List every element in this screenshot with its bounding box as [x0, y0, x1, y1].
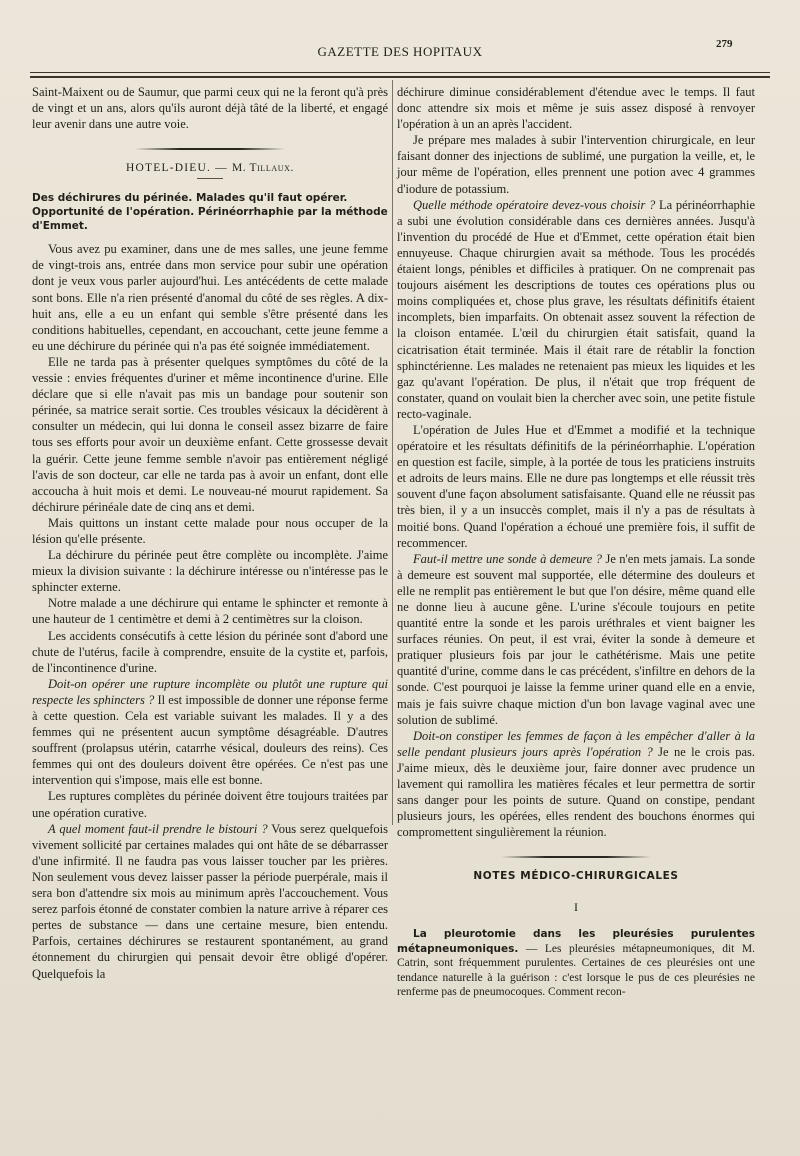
right-column: [397, 84, 755, 1000]
column-divider: [392, 80, 393, 825]
right-p6-text: Je ne le crois pas. J'aime mieux, dès le deuxième jour, faire donner avec prudence un lavement qui ramollira les matières fécales et leur permettra de sortir sans danger pour les points de suture. Quand on constipe, pendant plusieurs jours, les opérées, elles rendent des bouchons énormes qui compromettent singulièrement la réunion.: [397, 744, 755, 840]
header-rule-thin: [30, 72, 770, 73]
left-p9-text: Vous serez quelquefois vivement sollicité par certaines malades qui ont hâte de se débarrasser d'une infirmité. Il ne faudra pas vous laisser toucher par les prières. Non seulement vous devez laisser passer la période puerpérale, mais il sera bon d'attendre six mois au minimum après l'accouchement. Vous serez parfois étonné de constater combien la nature arrive à réparer ces pertes de substance — dans une certaine mesure, bien entendu. Parfois, certaines déchirures se restaurent spontanément, au grand étonnement du chirurgien qui pensait devoir être obligé d'opérer. Quelquefois la: [32, 821, 388, 981]
left-paragraph-5: Notre malade a une déchirure qui entame le sphincter et remonte à une hauteur de 1 centimètre et demi à 2 centimètres sur la cloison.: [32, 596, 388, 627]
left-p9-question: A quel moment faut-il prendre le bistouri ?: [48, 821, 268, 836]
section-divider-ornament: [135, 148, 285, 150]
notes-heading: NOTES MÉDICO-CHIRURGICALES: [473, 870, 679, 883]
left-paragraph-3: Mais quittons un instant cette malade pour nous occuper de la lésion qu'elle présente.: [32, 515, 388, 546]
page-number: 279: [716, 38, 733, 50]
right-p5-text: Je n'en mets jamais. La sonde à demeure est souvent mal supportée, elle détermine des douleurs et elle ne remplit pas entièrement le but que l'on désire, même quand elle ne donne lieu à aucune gêne. L'urine s'écoule toujours en petite quantité entre la sonde et les parois uréthrales et vient baigner les surfaces réunies. On peut, il est vrai, éviter la sonde à demeure et pratiquer plusieurs fois par jour le cathétérisme. Mais une petite quantité d'urine, comme dans le cas précédent, s'infiltre en dehors de la sonde. C'est pourquoi je laisse la femme uriner quand elle en a envie, mais je fais suivre chaque miction d'un bon lavage vaginal avec une solution de sublimé.: [397, 551, 756, 727]
left-paragraph-7: [32, 676, 388, 789]
notes-divider-ornament: [501, 856, 651, 858]
section-author: M. Tillaux.: [231, 162, 294, 175]
left-p7-text: Il est impossible de donner une réponse ferme à cette question. Cela est variable suivant les malades. Il y a des femmes qui ne présentent aucun symptôme désagréable. D'autres souffrent (prolapsus utérin, catarrhe vésical, douleurs des reins). Ces femmes qui ont des douleurs doivent être opérées. Ce n'est pas une intervention qui s'impose, mais elle est bonne.: [32, 692, 389, 788]
notes-lead-text: — Les pleurésies métapneumoniques, dit M. Catrin, sont fréquemment purulentes. Certaines de ces pleurésies ont une tendance naturelle à la guérison : c'est lorsque le pus de ces pleurésies ne renferme pas de pneumocoques. Comment recon-: [397, 942, 755, 999]
right-paragraph-1: déchirure diminue considérablement d'étendue avec le temps. Il faut donc attendre six mois et même je suis assez disposé à renvoyer l'opération à un an après l'accident.: [397, 85, 755, 132]
left-column: [32, 84, 388, 982]
left-p7-question: Doit-on opérer une rupture incomplète ou plutôt une rupture qui respecte les sphincters ?: [32, 676, 388, 707]
notes-roman-numeral: I: [574, 900, 578, 915]
left-paragraph-6: Les accidents consécutifs à cette lésion du périnée sont d'abord une chute de l'utérus, facile à comprendre, ensuite de la cystite et, parfois, de l'incontinence d'urine.: [32, 628, 388, 675]
section-heading: [32, 162, 388, 174]
section-dash: —: [215, 162, 228, 175]
left-paragraph-2: Elle ne tarda pas à présenter quelques symptômes du côté de la vessie : envies fréquentes d'uriner et même incontinence d'urine. Elle déclare que si elle n'avait pas mis un bandage pour soutenir son périnée, sa matrice serait sortie. Ces troubles vésicaux la décidèrent à consulter un médecin, qui lui donna le conseil assez bizarre de faire tous ses efforts pour avoir un deuxième enfant. Cette grossesse devait la guérir. Cette jeune femme semble n'avoir pas entièrement négligé l'avis de son docteur, car elle ne tarda pas à avoir un enfant, dont elle accoucha à huit mois et demi. Le nouveau-né mourut rapidement. Sa déchirure périnéale date de cinq ans et demi.: [32, 354, 388, 514]
notes-lead-title: La pleurotomie dans les pleurésies purulentes métapneumoniques.: [397, 928, 755, 955]
notes-lead-paragraph: [397, 927, 755, 1000]
right-paragraph-6: [397, 728, 755, 841]
section-short-rule: [197, 178, 223, 179]
header-rule-thick: [30, 76, 770, 78]
right-p6-question: Doit-on constiper les femmes de façon à les empêcher d'aller à la selle pendant plusieurs jours après l'opération ?: [397, 728, 755, 759]
article-title: Des déchirures du périnée. Malades qu'il faut opérer. Opportunité de l'opération. Périnéorrhaphie par la méthode d'Emmet.: [32, 192, 388, 233]
right-p3-question: Quelle méthode opératoire devez-vous choisir ?: [413, 197, 656, 212]
right-p3-text: La périnéorrhaphie a subi une évolution considérable dans ces dernières années. Jusqu'à l'invention du procédé de Hue et d'Emmet, cette opération était bien ennuyeuse. Chaque chirurgien avait sa méthode. Tous les procédés étaient longs, pénibles et difficiles à pratiquer. On ne comprenait pas toujours aisément les descriptions de toutes ces opérations plus ou moins compliquées et, chose plus grave, les résultats définitifs étaient incomplets, bien imparfaits. On obtenait assez souvent la réfection de la cloison entamée. L'œil du chirurgien était satisfait, quand la cicatrisation était terminée. Mais il était rare de rétablir la fonction sphinctérienne. Les malades ne retenaient pas mieux les liquides et les gaz qu'avant l'opération. De plus, il n'était que trop fréquent de constater, quand on voulait bien la chercher avec soin, une petite fistule recto-vaginale.: [397, 197, 756, 421]
right-paragraph-3: [397, 197, 755, 422]
left-paragraph-9: [32, 821, 388, 982]
right-paragraph-4: L'opération de Jules Hue et d'Emmet a modifié et la technique opératoire et les résultats définitifs de la périnéorrhaphie. L'opération en question est facile, simple, à la portée de tous les praticiens instruits et adroits de leurs mains. Elle ne dure pas longtemps et elle réussit très souvent d'une façon absolument satisfaisante. Quand elle ne réussit pas très bien, il y a un insuccès complet, mais il n'y a pas de résultats à moitié bons. Quand l'opération a échoué une première fois, il suffit de recommencer.: [397, 422, 755, 550]
left-paragraph-1: Vous avez pu examiner, dans une de mes salles, une jeune femme de vingt-trois ans, entrée dans mon service pour subir une opération dont je veux vous parler aujourd'hui. Les antécédents de cette malade sont bons. Elle n'a rien présenté d'anomal du côté de ses règles. A dix-huit ans, elle a eu un enfant qui semble s'être présenté dans les conditions habituelles, cependant, en accouchant, cette jeune femme a eu une déchirure du périnée qui n'a pas été soignée immédiatement.: [32, 242, 388, 353]
left-intro-paragraph: Saint-Maixent ou de Saumur, que parmi ceux qui ne la feront qu'à près de vingt et un ans, alors qu'ils auront déjà tâté de la liberté, et engagé leur avenir dans une autre voie.: [32, 85, 388, 132]
page-header-title: GAZETTE DES HOPITAUX: [317, 44, 483, 59]
right-paragraph-2: Je prépare mes malades à subir l'intervention chirurgicale, en leur faisant donner des injections de sublimé, une purgation la veille, et, le jour même de l'opération, elles prennent une potion avec 4 grammes d'iodure de potassium.: [397, 133, 755, 196]
section-place: HOTEL-DIEU.: [126, 162, 212, 175]
right-paragraph-5: [397, 551, 755, 728]
left-paragraph-8: Les ruptures complètes du périnée doivent être toujours traitées par une opération curative.: [32, 789, 388, 820]
left-paragraph-4: La déchirure du périnée peut être complète ou incomplète. J'aime mieux la division suivante : la déchirure intéresse ou n'intéresse pas le sphincter externe.: [32, 548, 388, 595]
right-p5-question: Faut-il mettre une sonde à demeure ?: [413, 551, 603, 566]
